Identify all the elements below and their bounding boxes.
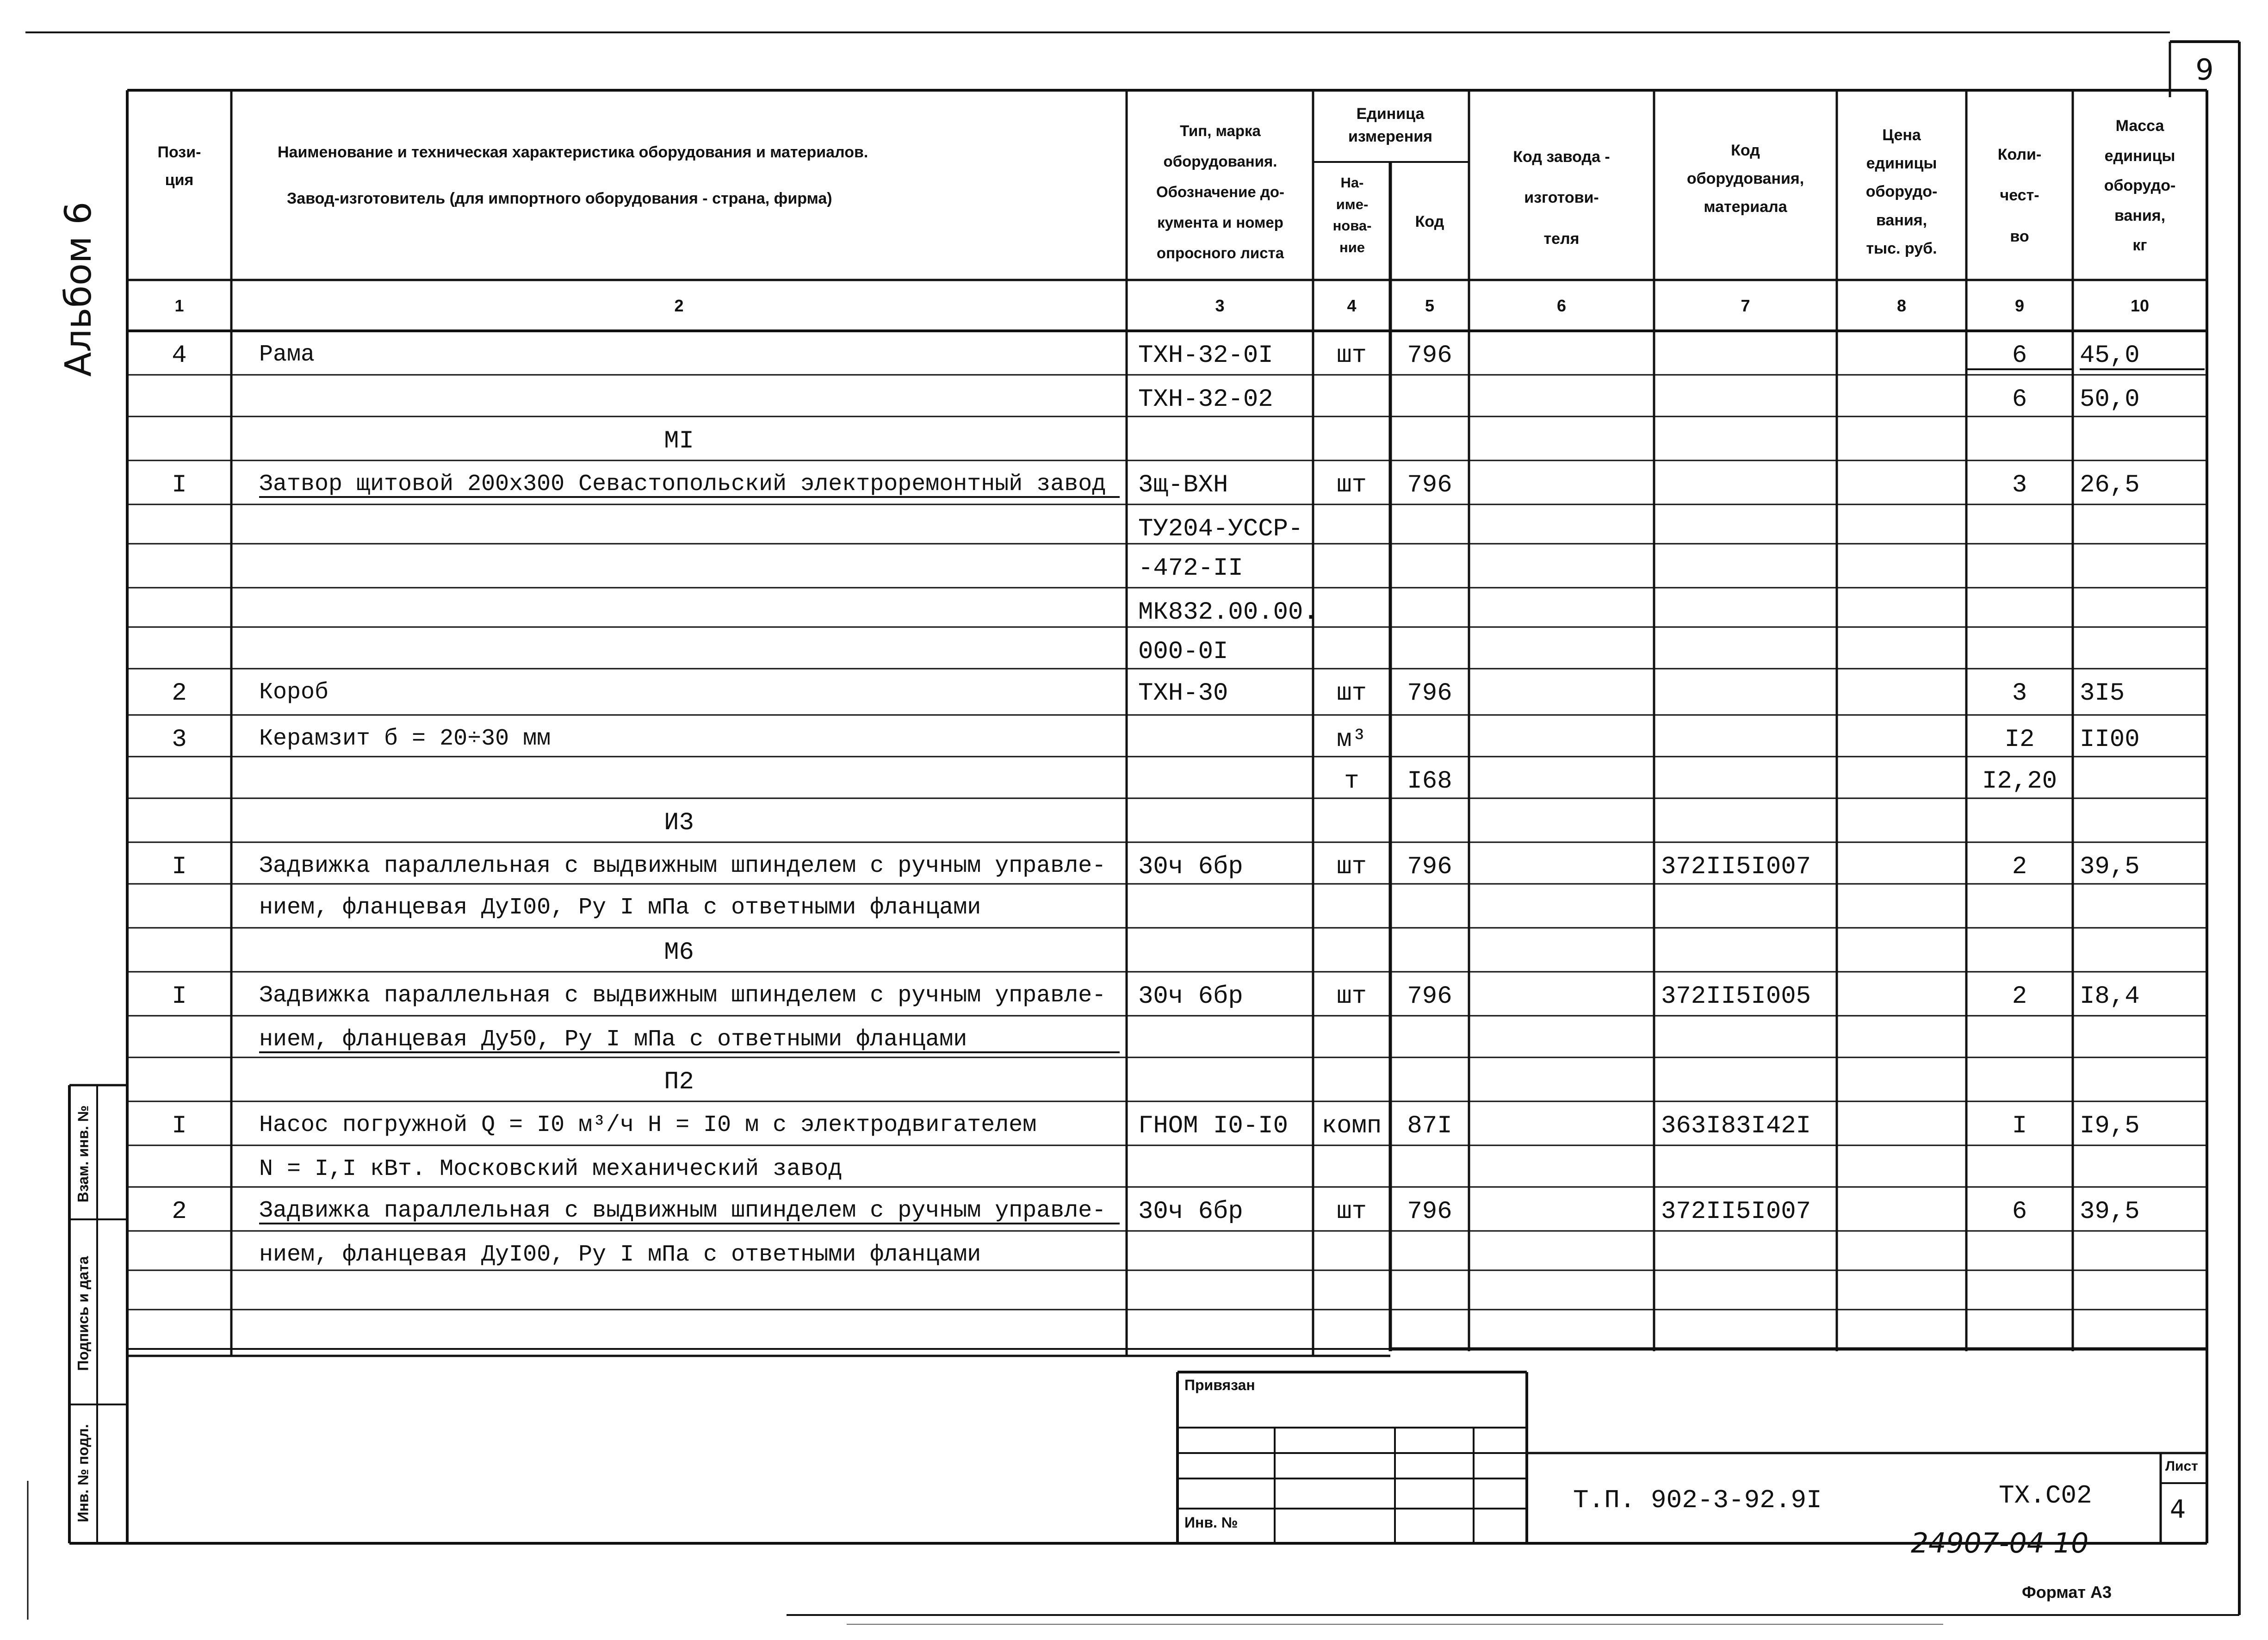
row-0-name: Рама	[259, 342, 315, 368]
row-12-mass: 39,5	[2080, 853, 2140, 881]
title-sheet-value: 4	[2170, 1495, 2186, 1524]
row-15-qty: 2	[2012, 982, 2027, 1011]
row-20-unit: шт	[1337, 1198, 1367, 1226]
row-20-pos: 2	[172, 1198, 187, 1226]
header-equip-code: Код оборудования, материала	[1686, 142, 1804, 216]
stamp-replaces-inv: Взам. инв. №	[74, 1105, 92, 1203]
row-14-name: М6	[664, 938, 694, 967]
row-3-name: Затвор щитовой 200х300 Севастопольский электроремонтный завод	[259, 473, 1120, 498]
col-number-2: 2	[674, 296, 684, 315]
format-label: Формат А3	[2022, 1583, 2112, 1602]
col-number-4: 4	[1347, 296, 1357, 315]
row-3-type: 3щ-ВХН	[1138, 471, 1228, 499]
row-8-mass: 3I5	[2080, 679, 2125, 708]
row-12-pos: I	[172, 853, 187, 881]
row-12-equip: 372II5I007	[1661, 853, 1811, 881]
row-15-equip: 372II5I005	[1661, 982, 1811, 1011]
row-12-unit: шт	[1337, 853, 1367, 881]
row-21-name: нием, фланцевая ДуI00, Ру I мПа с ответными фланцами	[259, 1242, 981, 1268]
col-number-7: 7	[1741, 296, 1750, 315]
row-1-qty: 6	[2012, 385, 2027, 414]
header-price: Цена единицы оборудо- вания, тыс. руб.	[1865, 126, 1938, 257]
row-15-unit: шт	[1337, 982, 1367, 1011]
header-name-line1: Наименование и техническая характеристика оборудования и материалов.	[278, 143, 868, 161]
stamp-signature-date: Подпись и дата	[74, 1256, 92, 1371]
row-7-type: 000-0I	[1138, 638, 1228, 666]
row-0-pos: 4	[172, 342, 187, 370]
row-20-mass: 39,5	[2080, 1198, 2140, 1226]
row-18-mass: I9,5	[2080, 1112, 2140, 1140]
row-18-equip: 363I83I42I	[1661, 1112, 1811, 1140]
row-20-type: 30ч 6бр	[1138, 1198, 1243, 1226]
row-10-qty: I2,20	[1982, 767, 2057, 795]
title-project-code: Т.П. 902-3-92.9I	[1573, 1485, 1822, 1515]
row-2-name: МI	[664, 427, 694, 455]
row-9-unit: м³	[1337, 726, 1367, 754]
row-1-type: ТХН-32-02	[1138, 385, 1273, 414]
row-20-code: 796	[1407, 1198, 1452, 1226]
row-3-pos: I	[172, 471, 187, 499]
row-9-qty: I2	[2004, 726, 2035, 754]
row-18-qty: I	[2012, 1112, 2027, 1140]
header-unit-code: Код	[1415, 213, 1444, 230]
handwritten-number: 24907-04 10	[1911, 1527, 2089, 1559]
row-11-name: И3	[664, 809, 694, 837]
stamp-inv-orig: Инв. № подл.	[74, 1424, 92, 1522]
row-9-pos: 3	[172, 726, 187, 754]
row-18-name: Насос погружной Q = I0 м³/ч H = I0 м с электродвигателем	[259, 1112, 1037, 1138]
row-8-pos: 2	[172, 679, 187, 708]
row-15-name: Задвижка параллельная с выдвижным шпинделем с ручным управле-	[259, 982, 1106, 1009]
row-10-code: I68	[1407, 767, 1452, 795]
row-13-name: нием, фланцевая ДуI00, Ру I мПа с ответными фланцами	[259, 895, 981, 921]
sheet-number: 9	[2195, 53, 2214, 87]
col-number-1: 1	[174, 296, 184, 315]
header-unit-group: Единица измерения	[1348, 105, 1432, 146]
row-4-type: ТУ204-УССР-	[1138, 515, 1303, 543]
row-18-code: 87I	[1407, 1112, 1452, 1140]
row-9-mass: II00	[2080, 726, 2140, 754]
title-sheet-label: Лист	[2165, 1459, 2198, 1474]
header-type: Тип, марка оборудования. Обозначение до- кумента и номер опросного листа	[1156, 122, 1284, 261]
row-18-unit: комп	[1321, 1112, 1382, 1140]
col-number-3: 3	[1215, 296, 1225, 315]
row-0-code: 796	[1407, 342, 1452, 370]
row-20-equip: 372II5I007	[1661, 1198, 1811, 1226]
row-3-unit: шт	[1337, 471, 1367, 499]
title-inv-label: Инв. №	[1184, 1514, 1238, 1531]
header-qty: Коли- чест- во	[1997, 146, 2042, 245]
row-6-type: МК832.00.00.	[1138, 598, 1318, 627]
row-0-qty: 6	[1966, 343, 2073, 370]
title-doc-code: ТХ.С02	[1999, 1481, 2092, 1510]
col-number-10: 10	[2130, 296, 2150, 315]
header-name-line2: Завод-изготовитель (для импортного оборудования - страна, фирма)	[287, 190, 832, 207]
row-15-code: 796	[1407, 982, 1452, 1011]
album-label: Альбом 6	[58, 201, 99, 377]
col-number-8: 8	[1896, 296, 1907, 315]
row-20-qty: 6	[2012, 1198, 2027, 1226]
col-number-5: 5	[1425, 296, 1435, 315]
row-10-unit: т	[1344, 767, 1359, 795]
row-3-mass: 26,5	[2080, 471, 2140, 499]
row-18-type: ГНОМ I0-I0	[1138, 1112, 1289, 1140]
row-8-type: ТХН-30	[1138, 679, 1228, 708]
row-18-pos: I	[172, 1112, 187, 1140]
row-8-unit: шт	[1337, 679, 1367, 708]
row-12-name: Задвижка параллельная с выдвижным шпинделем с ручным управле-	[259, 853, 1106, 879]
row-15-pos: I	[172, 982, 187, 1011]
header-unit-name: На- име- нова- ние	[1332, 174, 1372, 255]
header-plant-code: Код завода - изготови- теля	[1513, 148, 1610, 248]
row-15-mass: I8,4	[2080, 982, 2140, 1011]
row-0-unit: шт	[1337, 342, 1367, 370]
row-1-mass: 50,0	[2080, 385, 2140, 414]
row-8-code: 796	[1407, 679, 1452, 708]
row-19-name: N = I,I кВт. Московский механический завод	[259, 1156, 843, 1182]
row-20-name: Задвижка параллельная с выдвижным шпинделем с ручным управле-	[259, 1199, 1120, 1224]
row-17-name: П2	[664, 1068, 694, 1096]
row-3-qty: 3	[2012, 471, 2027, 499]
row-12-qty: 2	[2012, 853, 2027, 881]
row-0-mass: 45,0	[2080, 343, 2205, 370]
row-16-name: нием, фланцевая Ду50, Ру I мПа с ответными фланцами	[259, 1028, 1120, 1053]
row-5-type: -472-II	[1138, 554, 1243, 583]
row-8-name: Короб	[259, 679, 329, 706]
row-12-code: 796	[1407, 853, 1452, 881]
col-number-6: 6	[1556, 296, 1567, 315]
row-3-code: 796	[1407, 471, 1452, 499]
header-position: Пози- ция	[157, 143, 201, 189]
header-mass: Масса единицы оборудо- вания, кг	[2104, 117, 2176, 255]
row-0-type: ТХН-32-0I	[1138, 342, 1273, 370]
row-8-qty: 3	[2012, 679, 2027, 708]
row-12-type: 30ч 6бр	[1138, 853, 1243, 881]
title-attached-label: Привязан	[1184, 1377, 1255, 1393]
col-number-9: 9	[2014, 296, 2025, 315]
row-9-name: Керамзит б = 20÷30 мм	[259, 726, 551, 752]
row-15-type: 30ч 6бр	[1138, 982, 1243, 1011]
